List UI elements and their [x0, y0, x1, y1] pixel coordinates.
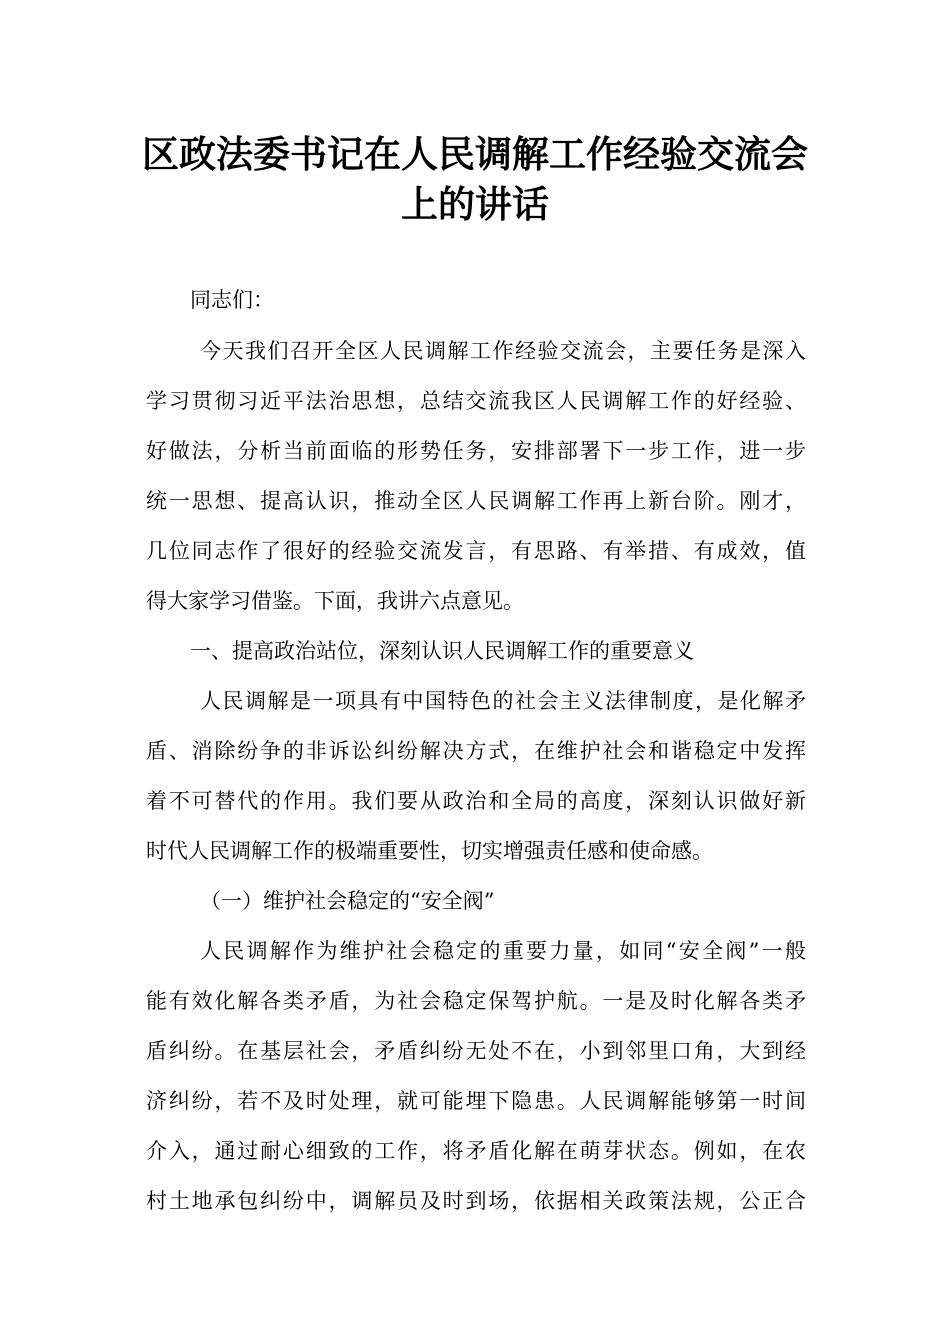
paragraph-line: 济纠纷，若不及时处理，就可能埋下隐患。人民调解能够第一时间 — [146, 1089, 806, 1113]
document-title-line-1: 区政法委书记在人民调解工作经验交流会 — [142, 133, 808, 176]
section-heading: 一、提高政治站位，深刻认识人民调解工作的重要意义 — [190, 639, 694, 663]
paragraph-line: 介入，通过耐心细致的工作，将矛盾化解在萌芽状态。例如，在农 — [146, 1139, 806, 1163]
document-title-line-2: 上的讲话 — [401, 183, 549, 226]
paragraph-line: 统一思想、提高认识，推动全区人民调解工作再上新台阶。刚才， — [146, 489, 806, 513]
paragraph-line: 盾、消除纷争的非诉讼纠纷解决方式，在维护社会和谐稳定中发挥 — [146, 739, 806, 763]
paragraph-line: 人民调解是一项具有中国特色的社会主义法律制度，是化解矛 — [200, 689, 806, 713]
subsection-heading: （一）维护社会稳定的“安全阀” — [200, 889, 495, 913]
paragraph-line: 几位同志作了很好的经验交流发言，有思路、有举措、有成效，值 — [146, 539, 806, 563]
paragraph-line: 得大家学习借鉴。下面，我讲六点意见。 — [146, 589, 524, 613]
paragraph-line: 能有效化解各类矛盾，为社会稳定保驾护航。一是及时化解各类矛 — [146, 989, 806, 1013]
paragraph-line: 好做法，分析当前面临的形势任务，安排部署下一步工作，进一步 — [146, 439, 806, 463]
salutation: 同志们： — [190, 288, 274, 312]
paragraph-line: 村土地承包纠纷中，调解员及时到场，依据相关政策法规，公正合 — [146, 1189, 806, 1213]
paragraph-line: 人民调解作为维护社会稳定的重要力量，如同“安全阀”一般 — [200, 939, 806, 963]
paragraph-line: 学习贯彻习近平法治思想，总结交流我区人民调解工作的好经验、 — [146, 389, 806, 413]
paragraph-line: 时代人民调解工作的极端重要性，切实增强责任感和使命感。 — [146, 839, 713, 863]
paragraph-line: 今天我们召开全区人民调解工作经验交流会，主要任务是深入 — [200, 339, 806, 363]
paragraph-line: 着不可替代的作用。我们要从政治和全局的高度，深刻认识做好新 — [146, 789, 806, 813]
paragraph-line: 盾纠纷。在基层社会，矛盾纠纷无处不在，小到邻里口角，大到经 — [146, 1039, 806, 1063]
